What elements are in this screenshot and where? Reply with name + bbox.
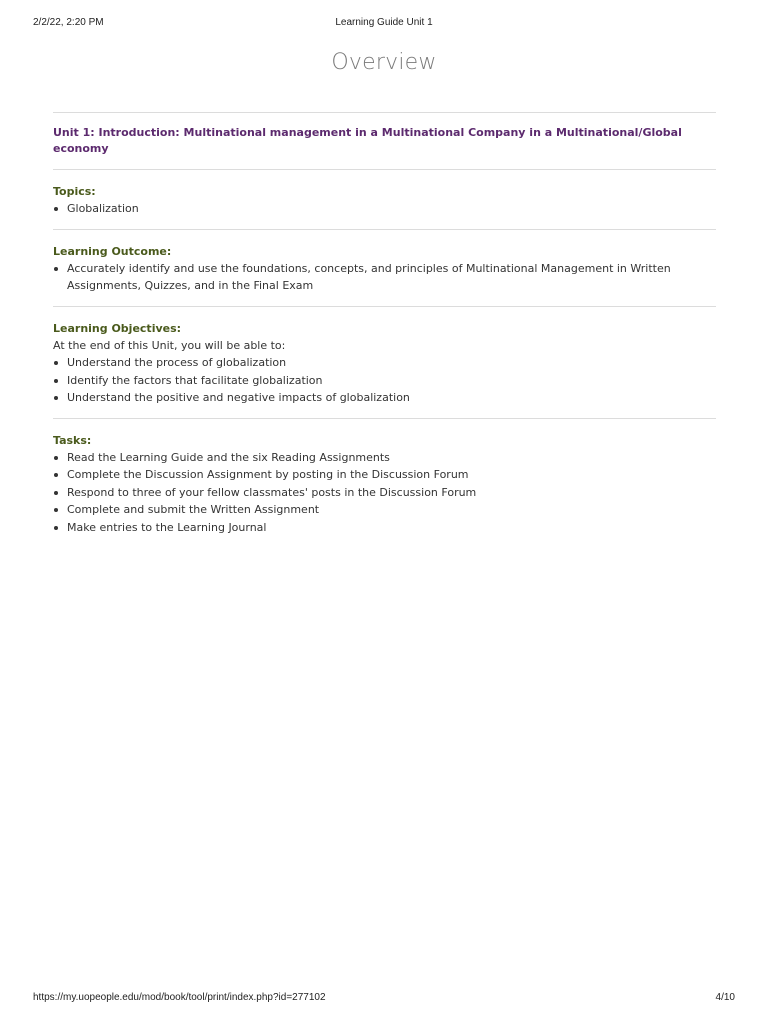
tasks-section: [53, 419, 716, 548]
topics-list: [53, 200, 716, 218]
list-item-text: Make entries to the Learning Journal: [67, 520, 267, 534]
list-item-text: Complete the Discussion Assignment by posting in the Discussion Forum: [67, 468, 469, 481]
topics-section: [53, 170, 716, 229]
list-item-text: Understand the positive and negative impacts of globalization: [67, 391, 410, 404]
bullet-icon: [54, 267, 58, 271]
page-number: 4/10: [715, 992, 735, 1003]
learning-objectives-intro: At the end of this Unit, you will be able to:: [53, 338, 286, 352]
learning-outcome-heading: Learning Outcome:: [53, 244, 172, 258]
page-title: Overview: [331, 50, 437, 75]
learning-outcome-section: [53, 230, 716, 306]
list-item: [53, 260, 716, 295]
print-url: https://my.uopeople.edu/mod/book/tool/print/index.php?id=277102: [33, 992, 326, 1003]
bullet-icon: [54, 379, 58, 383]
list-item: [53, 449, 716, 467]
bullet-icon: [54, 491, 58, 495]
unit-heading: Unit 1: Introduction: Multinational management in a Multinational Company in a Multinational/Global economy: [53, 126, 682, 155]
list-item-text: Accurately identify and use the foundations, concepts, and principles of Multinational Management in Written Assignments, Quizzes, and in the Final Exam: [67, 261, 671, 292]
list-item-text: Understand the process of globalization: [67, 356, 287, 369]
bullet-icon: [54, 473, 58, 477]
list-item: [53, 484, 716, 502]
list-item: [53, 200, 716, 218]
tasks-heading: Tasks:: [53, 433, 92, 447]
bullet-icon: [54, 361, 58, 365]
learning-outcome-list: [53, 260, 716, 295]
bullet-icon: [54, 526, 58, 530]
print-footer: [0, 992, 768, 1006]
bullet-icon: [54, 207, 58, 211]
topics-heading: Topics:: [53, 185, 96, 198]
bullet-icon: [54, 396, 58, 400]
overview-content: [53, 112, 716, 547]
list-item-text: Globalization: [67, 202, 139, 215]
learning-objectives-section: [53, 307, 716, 418]
tasks-list: [53, 449, 716, 537]
print-header: [0, 17, 768, 31]
list-item: [53, 519, 716, 537]
learning-objectives-list: [53, 354, 716, 407]
list-item: [53, 372, 716, 390]
list-item: [53, 389, 716, 407]
list-item: [53, 354, 716, 372]
print-datetime: 2/2/22, 2:20 PM: [33, 17, 104, 28]
list-item-text: Identify the factors that facilitate globalization: [67, 373, 323, 387]
list-item: [53, 501, 716, 519]
list-item-text: Respond to three of your fellow classmates' posts in the Discussion Forum: [67, 485, 477, 499]
learning-objectives-heading: Learning Objectives:: [53, 321, 182, 335]
list-item-text: Read the Learning Guide and the six Reading Assignments: [67, 450, 390, 464]
bullet-icon: [54, 456, 58, 460]
print-doc-title: Learning Guide Unit 1: [335, 17, 433, 28]
list-item: [53, 466, 716, 484]
bullet-icon: [54, 508, 58, 512]
list-item-text: Complete and submit the Written Assignment: [67, 503, 320, 516]
